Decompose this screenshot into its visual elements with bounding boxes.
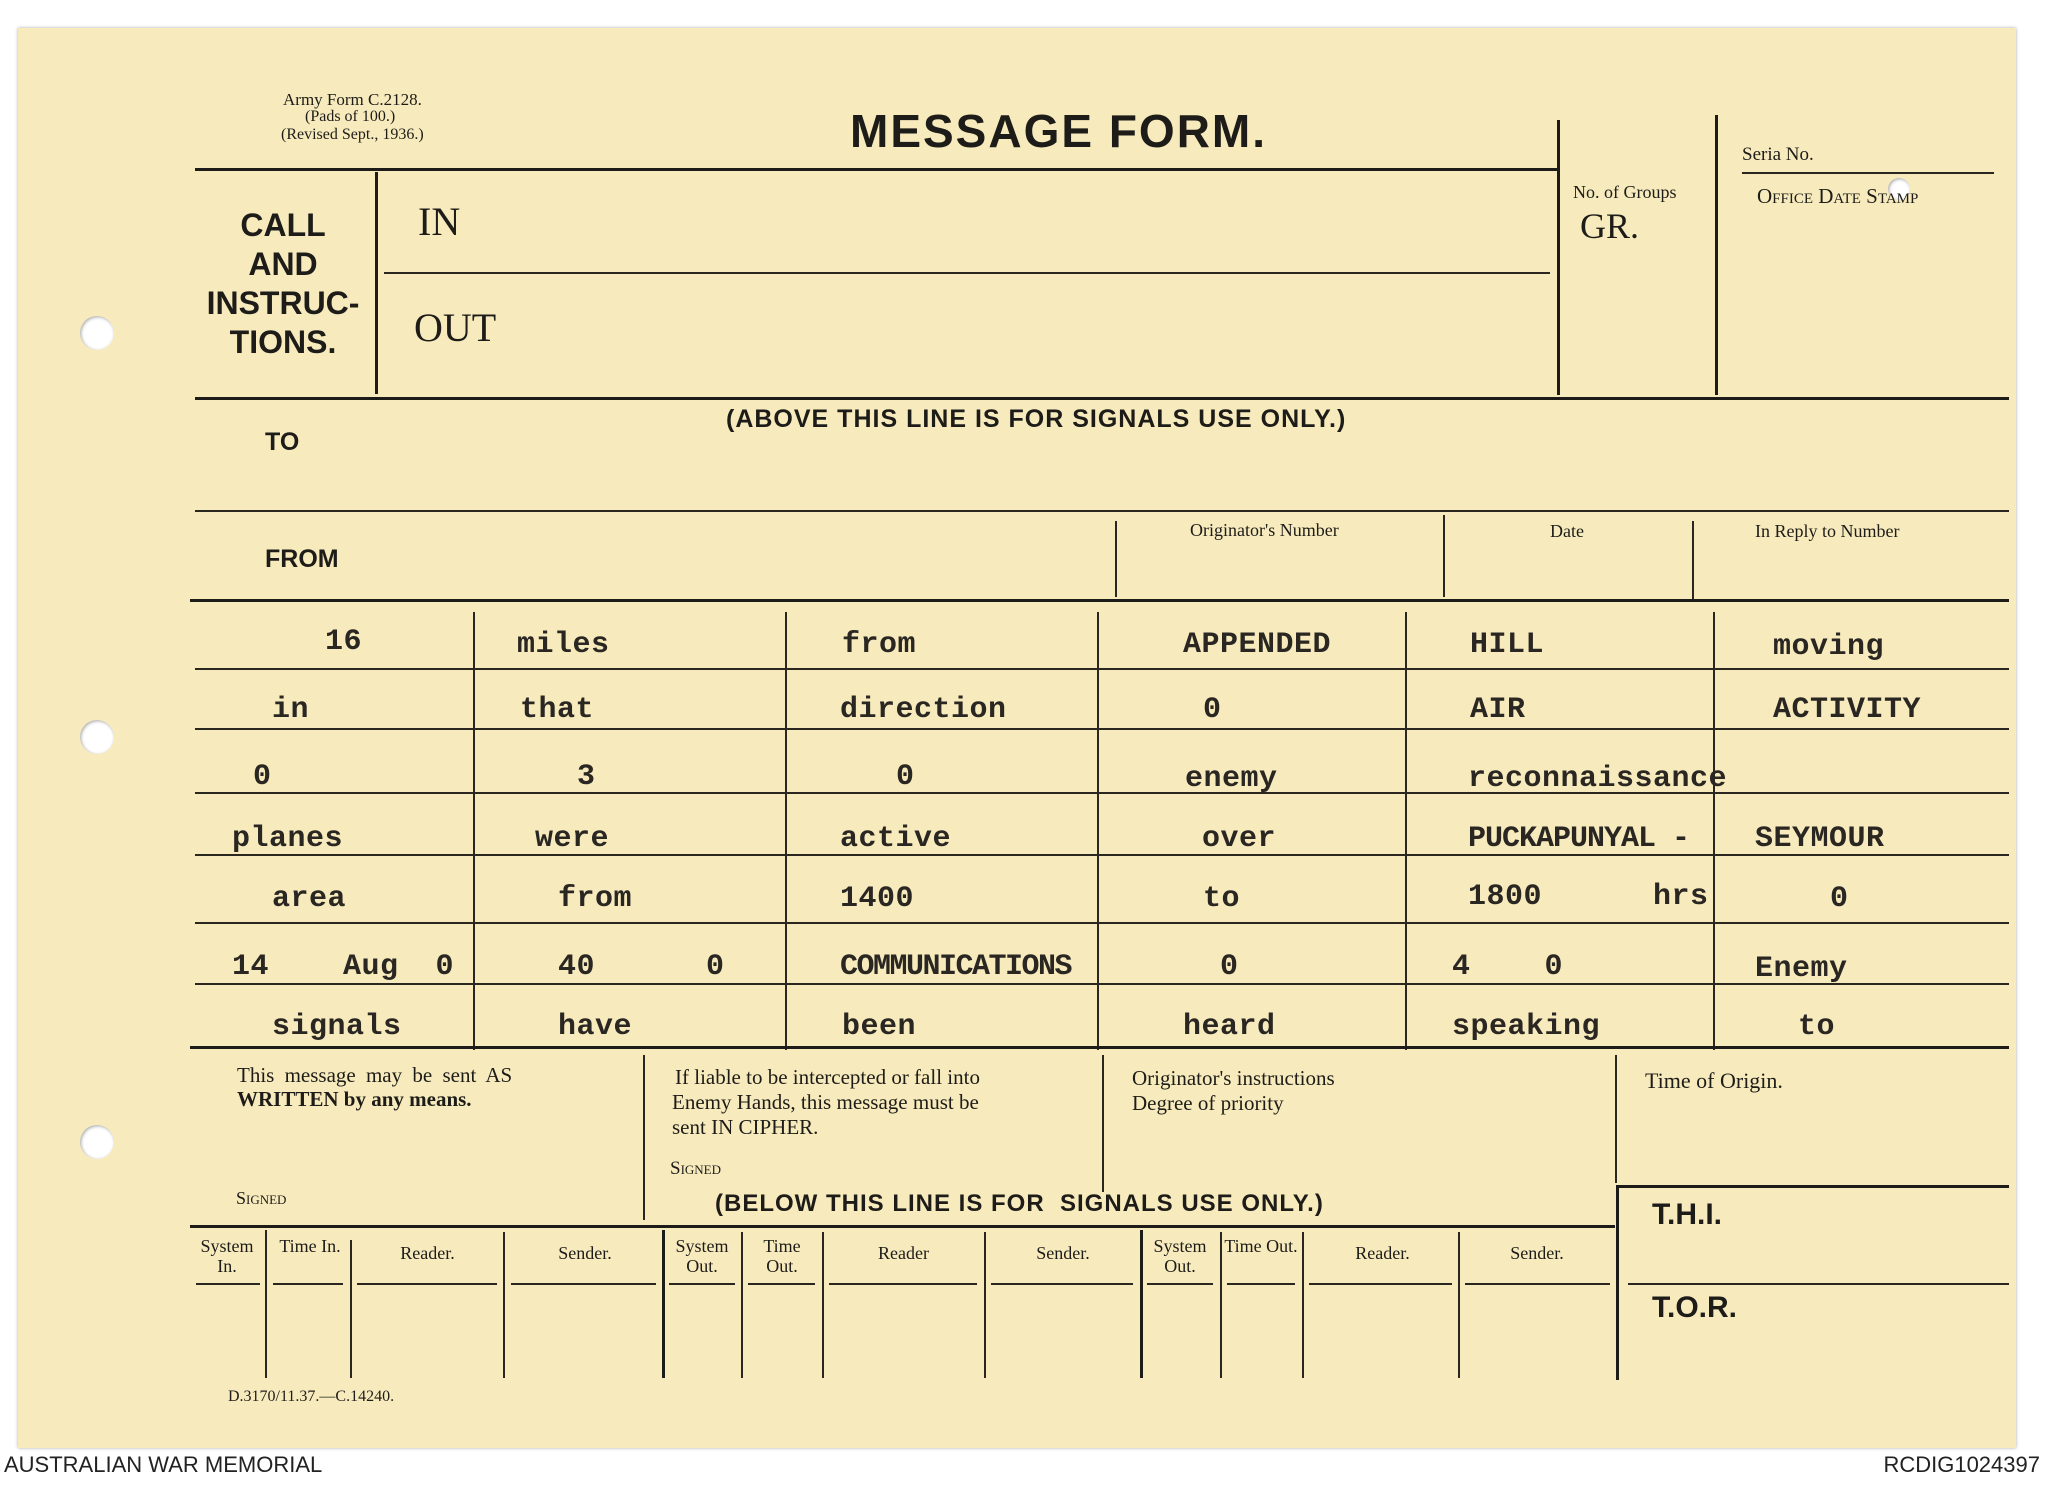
groups-gr-label: GR. bbox=[1580, 206, 1640, 246]
message-cell: AIR bbox=[1470, 693, 1526, 727]
signed-label: Signed bbox=[236, 1188, 287, 1208]
punch-hole bbox=[80, 720, 114, 754]
out-label: OUT bbox=[414, 305, 497, 350]
from-label: FROM bbox=[265, 545, 339, 573]
column-header: Sender. bbox=[1036, 1243, 1090, 1263]
page-title: MESSAGE FORM. bbox=[850, 105, 1268, 157]
message-cell: to bbox=[1203, 882, 1241, 916]
time-of-origin-label: Time of Origin. bbox=[1645, 1068, 1783, 1093]
message-cell: 0 bbox=[1203, 693, 1222, 727]
cipher-note-line1: If liable to be intercepted or fall into bbox=[675, 1065, 980, 1089]
column-header: Reader. bbox=[1355, 1243, 1410, 1263]
message-cell: signals bbox=[272, 1010, 402, 1044]
message-cell: were bbox=[535, 822, 610, 856]
message-cell: 16 bbox=[325, 625, 363, 659]
archive-credit: AUSTRALIAN WAR MEMORIAL bbox=[4, 1452, 323, 1477]
to-label: TO bbox=[265, 428, 300, 456]
punch-hole bbox=[80, 316, 114, 350]
originators-number-label: Originator's Number bbox=[1190, 520, 1339, 540]
date-label: Date bbox=[1550, 521, 1584, 541]
originator-instructions-label: Originator's instructions bbox=[1132, 1066, 1335, 1090]
revised-note: (Revised Sept., 1936.) bbox=[281, 126, 424, 143]
message-cell: 1400 bbox=[840, 882, 915, 916]
message-cell: 4 0 bbox=[1452, 950, 1564, 984]
message-cell: 1800 hrs bbox=[1468, 880, 1709, 914]
message-cell: Enemy bbox=[1755, 952, 1848, 986]
message-cell: SEYMOUR bbox=[1755, 822, 1885, 856]
column-header: Sender. bbox=[1510, 1243, 1564, 1263]
office-date-stamp-label: Office Date Stamp bbox=[1757, 184, 1919, 208]
call-instructions-label: CALL AND INSTRUC- TIONS. bbox=[206, 207, 360, 360]
archive-id: RCDIG1024397 bbox=[1883, 1452, 2040, 1477]
message-cell: active bbox=[840, 822, 952, 856]
message-cell: 40 0 bbox=[558, 950, 725, 984]
message-cell: over bbox=[1202, 822, 1277, 856]
pads-note: (Pads of 100.) bbox=[305, 108, 396, 125]
message-cell: miles bbox=[517, 628, 610, 662]
message-cell: been bbox=[842, 1010, 917, 1044]
message-cell: heard bbox=[1183, 1010, 1276, 1044]
column-header: System Out. bbox=[675, 1236, 729, 1276]
written-note-line1: This message may be sent AS bbox=[237, 1063, 513, 1087]
message-cell: from bbox=[842, 628, 917, 662]
column-header: System In. bbox=[200, 1236, 254, 1276]
serial-no-label: Seria No. bbox=[1742, 144, 1814, 165]
message-cell: enemy bbox=[1185, 762, 1278, 796]
message-cell: to bbox=[1798, 1010, 1836, 1044]
column-header: Time Out. bbox=[763, 1236, 801, 1276]
punch-hole bbox=[80, 1125, 114, 1159]
in-label: IN bbox=[418, 199, 461, 244]
message-cell: direction bbox=[840, 693, 1007, 727]
degree-of-priority-label: Degree of priority bbox=[1132, 1091, 1284, 1115]
message-cell: APPENDED bbox=[1183, 628, 1332, 662]
cipher-note-line3: sent IN CIPHER. bbox=[672, 1115, 819, 1139]
message-cell: reconnaissance bbox=[1468, 762, 1728, 796]
message-cell: area bbox=[272, 882, 347, 916]
message-cell: 3 bbox=[577, 760, 596, 794]
written-note-line2: WRITTEN by any means. bbox=[237, 1087, 472, 1111]
tor-label: T.O.R. bbox=[1652, 1291, 1738, 1324]
message-cell: ACTIVITY bbox=[1773, 693, 1922, 727]
column-header: System Out. bbox=[1153, 1236, 1207, 1276]
message-cell: have bbox=[558, 1010, 633, 1044]
below-line-note: (BELOW THIS LINE IS FOR SIGNALS USE ONLY.) bbox=[715, 1190, 1324, 1217]
message-cell: 14 Aug 0 bbox=[232, 950, 455, 984]
in-reply-to-number-label: In Reply to Number bbox=[1755, 521, 1900, 541]
army-form-number: Army Form C.2128. bbox=[283, 90, 422, 109]
message-cell: 0 bbox=[896, 760, 915, 794]
message-cell: HILL bbox=[1470, 628, 1545, 662]
print-code: D.3170/11.37.—C.14240. bbox=[228, 1388, 395, 1405]
message-cell: PUCKAPUNYAL - bbox=[1468, 822, 1690, 856]
no-of-groups-label: No. of Groups bbox=[1573, 182, 1677, 202]
message-cell: planes bbox=[232, 822, 344, 856]
column-header: Sender. bbox=[558, 1243, 612, 1263]
column-header: Time In. bbox=[279, 1236, 341, 1256]
message-cell: COMMUNICATIONS bbox=[840, 950, 1072, 984]
cipher-note-line2: Enemy Hands, this message must be bbox=[672, 1090, 979, 1114]
message-cell: in bbox=[272, 693, 310, 727]
thi-label: T.H.I. bbox=[1652, 1198, 1723, 1231]
message-cell: from bbox=[558, 882, 633, 916]
message-cell: 0 bbox=[1220, 950, 1239, 984]
above-line-note: (ABOVE THIS LINE IS FOR SIGNALS USE ONLY.) bbox=[726, 405, 1347, 433]
message-cell: that bbox=[520, 693, 595, 727]
signed-label: Signed bbox=[670, 1158, 722, 1179]
message-cell: speaking bbox=[1452, 1010, 1601, 1044]
column-header: Reader bbox=[878, 1243, 929, 1263]
column-header: Reader. bbox=[400, 1243, 455, 1263]
message-cell: moving bbox=[1773, 630, 1885, 664]
column-header: Time Out. bbox=[1224, 1236, 1298, 1256]
message-cell: 0 bbox=[253, 760, 272, 794]
message-cell: 0 bbox=[1830, 882, 1849, 916]
